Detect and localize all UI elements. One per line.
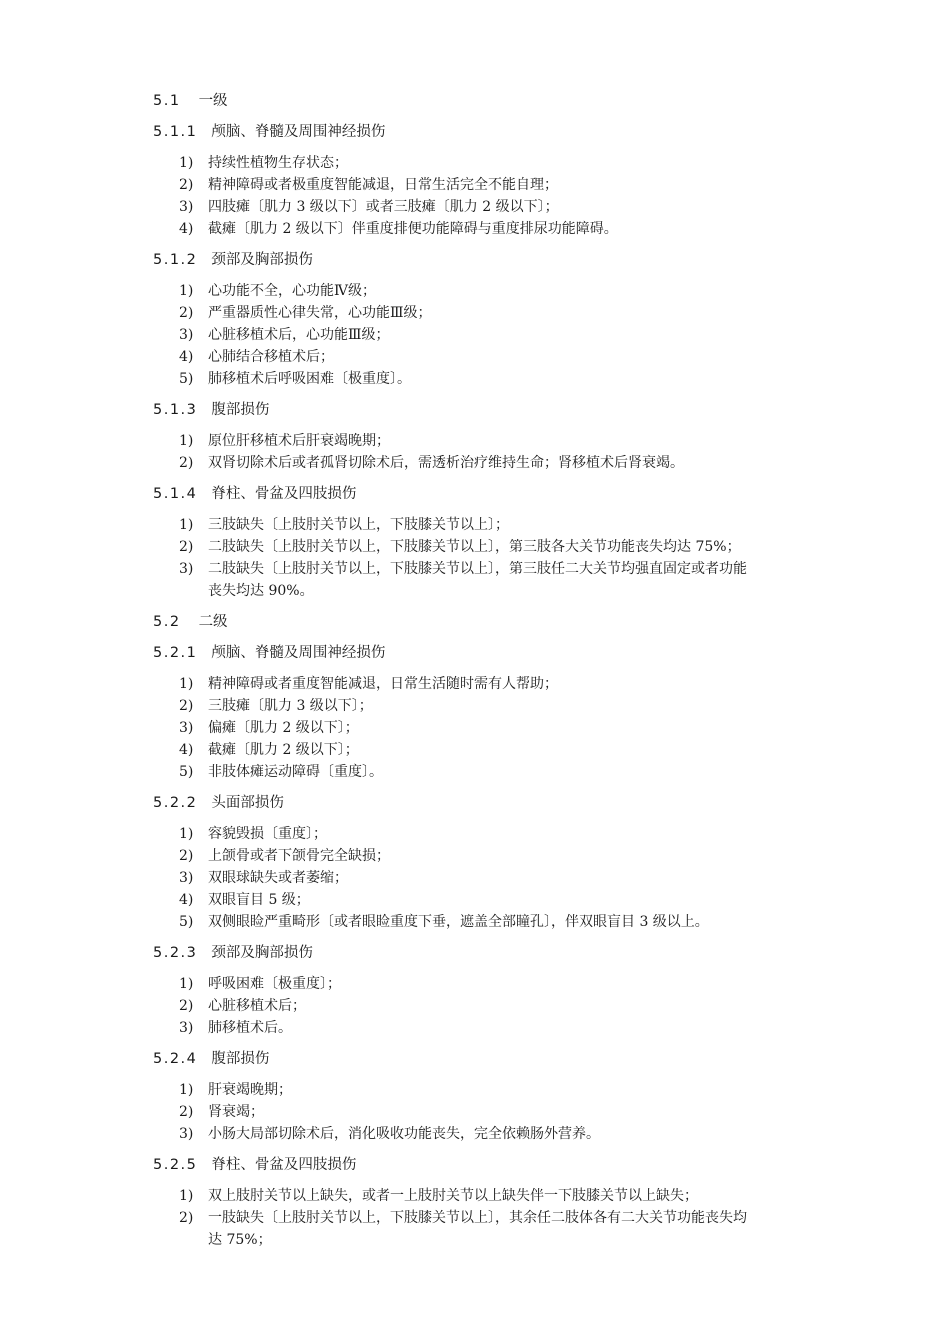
- list-item: [153, 1079, 873, 1101]
- item-number: 4): [179, 742, 194, 758]
- list-item: [153, 280, 873, 302]
- section-number: 5.1: [153, 93, 181, 109]
- section-heading: [153, 642, 873, 664]
- section-number: 5.2.4: [153, 1051, 198, 1067]
- list-item: [153, 1207, 873, 1251]
- item-text: 三肢缺失〔上肢肘关节以上，下肢膝关节以上〕；: [208, 517, 509, 533]
- section-heading: [153, 1154, 873, 1176]
- item-text: 双侧眼睑严重畸形〔或者眼睑重度下垂，遮盖全部瞳孔〕，伴双眼盲目 3 级以上。: [208, 914, 709, 930]
- item-text: 双眼球缺失或者萎缩；: [208, 870, 348, 886]
- section-number: 5.2.2: [153, 795, 198, 811]
- item-text: 精神障碍或者重度智能减退，日常生活随时需有人帮助；: [208, 676, 558, 692]
- section-title: 颈部及胸部损伤: [211, 945, 313, 961]
- item-text: 非肢体瘫运动障碍〔重度〕。: [208, 764, 383, 780]
- item-text: 心功能不全，心功能Ⅳ级；: [208, 283, 376, 299]
- item-text: 肾衰竭；: [208, 1104, 264, 1120]
- document-body: [153, 90, 873, 1260]
- item-number: 2): [179, 1104, 194, 1120]
- item-text: 严重器质性心律失常，心功能Ⅲ级；: [208, 305, 432, 321]
- section-heading: [153, 792, 873, 814]
- list-item: [153, 1123, 873, 1145]
- item-number: 3): [179, 199, 194, 215]
- item-number: 3): [179, 1126, 194, 1142]
- list-item: [153, 761, 873, 783]
- item-list: [153, 1079, 873, 1145]
- item-number: 1): [179, 283, 194, 299]
- list-item: [153, 196, 873, 218]
- list-item: [153, 673, 873, 695]
- section-heading: [153, 90, 873, 112]
- section-heading: [153, 942, 873, 964]
- section-number: 5.1.2: [153, 252, 198, 268]
- list-item: [153, 174, 873, 196]
- item-list: [153, 280, 873, 390]
- item-number: 3): [179, 1020, 194, 1036]
- item-number: 5): [179, 764, 194, 780]
- list-item: [153, 346, 873, 368]
- item-number: 4): [179, 892, 194, 908]
- item-text: 心肺结合移植术后；: [208, 349, 334, 365]
- section-heading: [153, 483, 873, 505]
- section-heading: [153, 249, 873, 271]
- section-title: 腹部损伤: [211, 402, 270, 418]
- list-item: [153, 823, 873, 845]
- item-text: 双肾切除术后或者孤肾切除术后，需透析治疗维持生命；肾移植术后肾衰竭。: [208, 455, 684, 471]
- item-text: 双上肢肘关节以上缺失，或者一上肢肘关节以上缺失伴一下肢膝关节以上缺失；: [208, 1188, 698, 1204]
- item-number: 2): [179, 848, 194, 864]
- item-text: 一肢缺失〔上肢肘关节以上，下肢膝关节以上〕，其余任二肢体各有二大关节功能丧失均 达 75%；: [208, 1210, 747, 1248]
- item-number: 5): [179, 914, 194, 930]
- list-item: [153, 452, 873, 474]
- list-item: [153, 695, 873, 717]
- list-item: [153, 218, 873, 240]
- item-number: 2): [179, 177, 194, 193]
- list-item: [153, 152, 873, 174]
- section-heading: [153, 121, 873, 143]
- section-title: 脊柱、骨盆及四肢损伤: [211, 486, 357, 502]
- item-text: 二肢缺失〔上肢肘关节以上，下肢膝关节以上〕，第三肢任二大关节均强直固定或者功能 丧失均达 90%。: [208, 561, 747, 599]
- list-item: [153, 368, 873, 390]
- section-number: 5.1.4: [153, 486, 198, 502]
- section-number: 5.2.1: [153, 645, 198, 661]
- item-text: 肝衰竭晚期；: [208, 1082, 292, 1098]
- section-number: 5.2.3: [153, 945, 198, 961]
- item-number: 2): [179, 455, 194, 471]
- section-number: 5.1.3: [153, 402, 198, 418]
- item-number: 3): [179, 720, 194, 736]
- item-number: 1): [179, 517, 194, 533]
- section-title: 二级: [198, 614, 228, 630]
- list-item: [153, 1017, 873, 1039]
- item-list: [153, 430, 873, 474]
- list-item: [153, 1101, 873, 1123]
- item-list: [153, 823, 873, 933]
- item-text: 肺移植术后呼吸困难〔极重度〕。: [208, 371, 411, 387]
- list-item: [153, 302, 873, 324]
- section-title: 脊柱、骨盆及四肢损伤: [211, 1157, 357, 1173]
- item-number: 1): [179, 1188, 194, 1204]
- list-item: [153, 889, 873, 911]
- list-item: [153, 911, 873, 933]
- item-number: 4): [179, 221, 194, 237]
- list-item: [153, 867, 873, 889]
- item-text: 心脏移植术后，心功能Ⅲ级；: [208, 327, 390, 343]
- item-number: 1): [179, 155, 194, 171]
- section-number: 5.1.1: [153, 124, 198, 140]
- section-number: 5.2.5: [153, 1157, 198, 1173]
- section-heading: [153, 399, 873, 421]
- item-text: 偏瘫〔肌力 2 级以下〕；: [208, 720, 359, 736]
- item-text: 原位肝移植术后肝衰竭晚期；: [208, 433, 390, 449]
- item-number: 1): [179, 676, 194, 692]
- section-title: 腹部损伤: [211, 1051, 270, 1067]
- item-number: 1): [179, 826, 194, 842]
- item-text: 截瘫〔肌力 2 级以下〕伴重度排便功能障碍与重度排尿功能障碍。: [208, 221, 618, 237]
- item-text: 肺移植术后。: [208, 1020, 292, 1036]
- section-title: 颅脑、脊髓及周围神经损伤: [211, 645, 386, 661]
- item-number: 3): [179, 327, 194, 343]
- item-text: 四肢瘫〔肌力 3 级以下〕或者三肢瘫〔肌力 2 级以下〕；: [208, 199, 559, 215]
- item-number: 1): [179, 976, 194, 992]
- item-number: 2): [179, 305, 194, 321]
- section-number: 5.2: [153, 614, 181, 630]
- item-number: 3): [179, 870, 194, 886]
- list-item: [153, 845, 873, 867]
- item-number: 5): [179, 371, 194, 387]
- item-number: 1): [179, 433, 194, 449]
- list-item: [153, 717, 873, 739]
- item-text: 二肢缺失〔上肢肘关节以上，下肢膝关节以上〕，第三肢各大关节功能丧失均达 75%；: [208, 539, 741, 555]
- section-title: 颅脑、脊髓及周围神经损伤: [211, 124, 386, 140]
- item-list: [153, 673, 873, 783]
- item-text: 双眼盲目 5 级；: [208, 892, 310, 908]
- list-item: [153, 514, 873, 536]
- item-list: [153, 514, 873, 602]
- item-number: 1): [179, 1082, 194, 1098]
- list-item: [153, 739, 873, 761]
- item-text: 截瘫〔肌力 2 级以下〕；: [208, 742, 359, 758]
- item-text: 容貌毁损〔重度〕；: [208, 826, 327, 842]
- item-list: [153, 152, 873, 240]
- list-item: [153, 973, 873, 995]
- item-number: 2): [179, 998, 194, 1014]
- list-item: [153, 1185, 873, 1207]
- section-title: 头面部损伤: [211, 795, 284, 811]
- item-list: [153, 1185, 873, 1251]
- item-text: 持续性植物生存状态；: [208, 155, 348, 171]
- section-title: 一级: [198, 93, 228, 109]
- item-text: 三肢瘫〔肌力 3 级以下〕；: [208, 698, 373, 714]
- item-text: 上颌骨或者下颌骨完全缺损；: [208, 848, 390, 864]
- item-number: 2): [179, 539, 194, 555]
- item-number: 3): [179, 561, 194, 577]
- list-item: [153, 995, 873, 1017]
- item-text: 小肠大局部切除术后，消化吸收功能丧失，完全依赖肠外营养。: [208, 1126, 600, 1142]
- item-text: 精神障碍或者极重度智能减退，日常生活完全不能自理；: [208, 177, 558, 193]
- list-item: [153, 430, 873, 452]
- item-list: [153, 973, 873, 1039]
- list-item: [153, 536, 873, 558]
- item-number: 2): [179, 1210, 194, 1226]
- section-heading: [153, 1048, 873, 1070]
- item-text: 心脏移植术后；: [208, 998, 306, 1014]
- item-number: 2): [179, 698, 194, 714]
- list-item: [153, 324, 873, 346]
- section-title: 颈部及胸部损伤: [211, 252, 313, 268]
- list-item: [153, 558, 873, 602]
- item-number: 4): [179, 349, 194, 365]
- item-text: 呼吸困难〔极重度〕；: [208, 976, 341, 992]
- section-heading: [153, 611, 873, 633]
